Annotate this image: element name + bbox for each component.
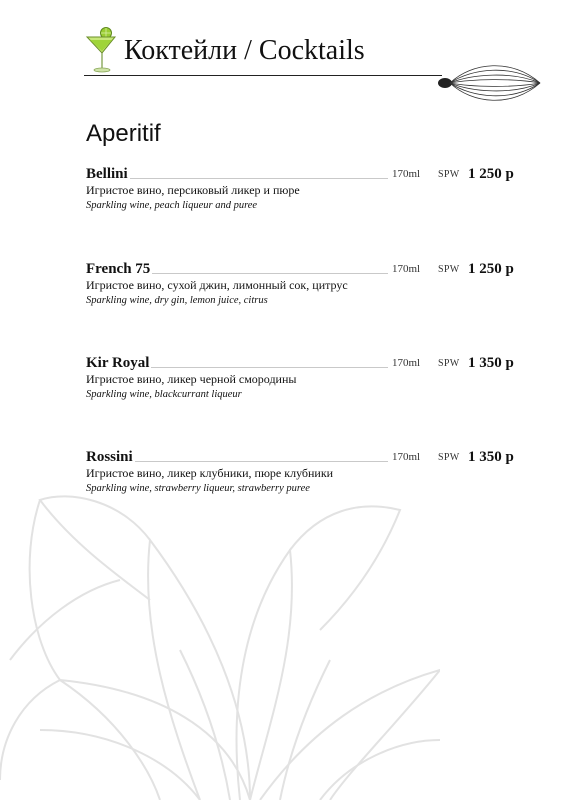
item-description-en: Sparkling wine, blackcurrant liqueur: [86, 389, 242, 400]
section-title: Aperitif: [86, 120, 161, 147]
header-divider: [84, 75, 442, 76]
item-tag: SPW: [438, 169, 460, 180]
item-name: Kir Royal: [86, 355, 150, 371]
menu-item: [86, 260, 526, 320]
item-description-en: Sparkling wine, peach liqueur and puree: [86, 200, 258, 211]
item-tag: SPW: [438, 452, 460, 463]
item-price: 1 350 р: [468, 449, 514, 465]
item-volume: 170ml: [392, 357, 421, 369]
item-volume: 170ml: [392, 263, 421, 275]
menu-item: [86, 354, 526, 414]
item-tag: SPW: [438, 264, 460, 275]
item-tag: SPW: [438, 358, 460, 369]
item-price: 1 250 р: [468, 261, 514, 277]
item-description-ru: Игристое вино, ликер клубники, пюре клубники: [86, 466, 334, 480]
cocktail-glass-icon: [84, 27, 118, 75]
item-volume: 170ml: [392, 168, 421, 180]
item-description-ru: Игристое вино, сухой джин, лимонный сок, цитрус: [86, 278, 348, 292]
item-name: Bellini: [86, 166, 128, 182]
menu-item: [86, 165, 526, 225]
item-description-ru: Игристое вино, ликер черной смородины: [86, 372, 297, 386]
item-description-en: Sparkling wine, strawberry liqueur, strawberry puree: [86, 483, 310, 494]
item-price: 1 250 р: [468, 166, 514, 182]
menu-item: [86, 448, 526, 508]
item-description-en: Sparkling wine, dry gin, lemon juice, citrus: [86, 295, 268, 306]
dotted-leader: [86, 178, 388, 179]
item-name: French 75: [86, 261, 151, 277]
item-price: 1 350 р: [468, 355, 514, 371]
whisk-icon: [432, 60, 544, 106]
item-description-ru: Игристое вино, персиковый ликер и пюре: [86, 183, 300, 197]
item-volume: 170ml: [392, 451, 421, 463]
item-name: Rossini: [86, 449, 133, 465]
lotus-flower-watermark: [0, 480, 440, 800]
page-title: Коктейли / Cocktails: [124, 35, 365, 66]
